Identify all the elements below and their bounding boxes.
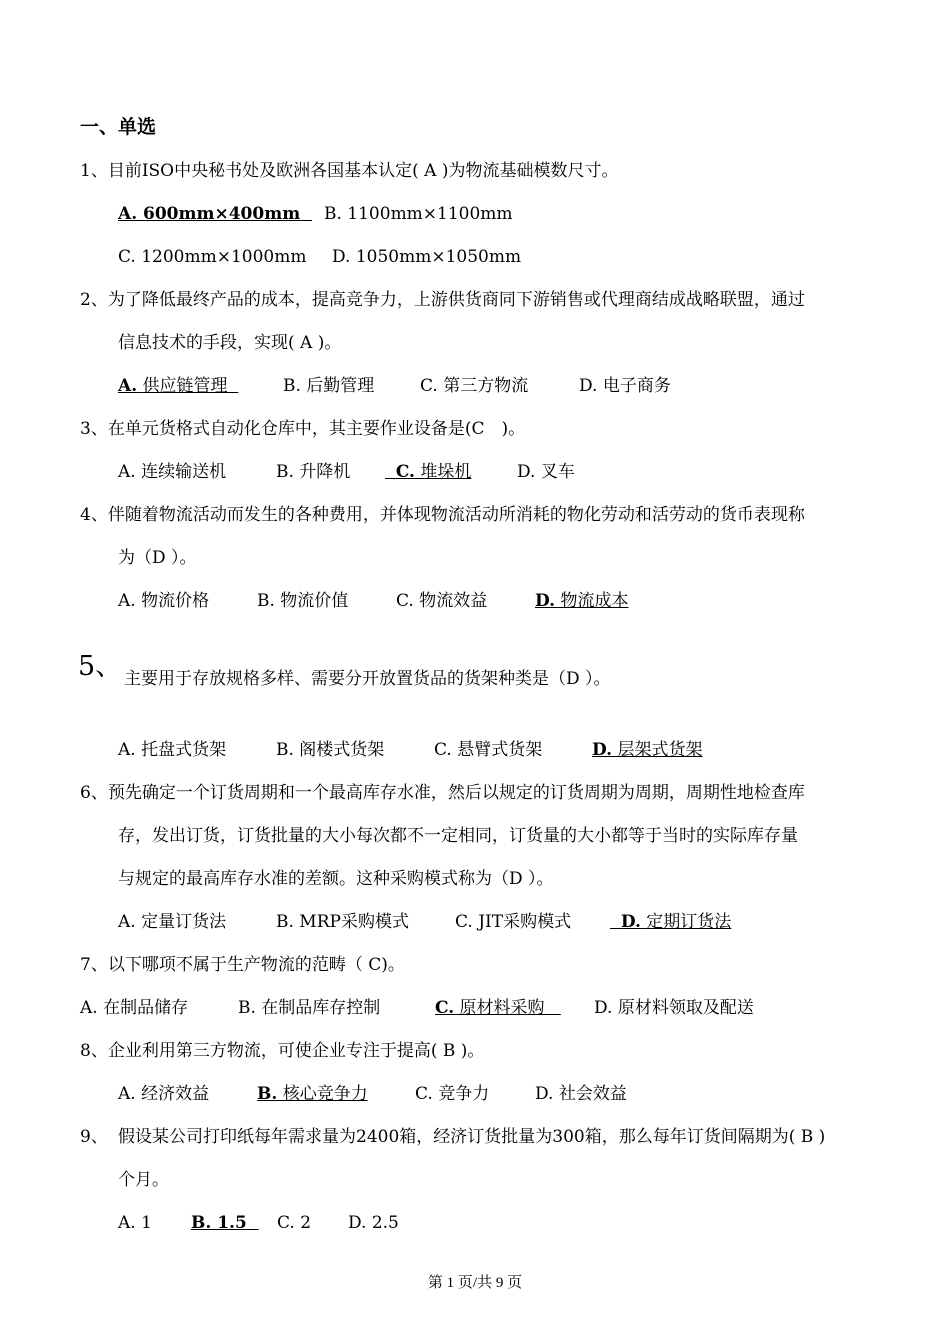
q1-option-b: B. 1100mm×1100mm (324, 204, 513, 224)
question-6-stem-line2: 存，发出订货，订货批量的大小每次都不一定相同，订货量的大小都等于当时的实际库存量 (118, 826, 798, 846)
question-4-stem-line2: 为（D ）。 (118, 548, 197, 568)
question-9-number: 9、 (80, 1127, 108, 1147)
q5-option-a: A. 托盘式货架 (118, 740, 227, 760)
section-title: 一、单选 (80, 116, 157, 138)
q3-option-c-text: 堆垛机 (414, 462, 472, 482)
question-3-stem: 3、在单元货格式自动化仓库中，其主要作业设备是(C )。 (80, 419, 526, 439)
q3-option-a: A. 连续输送机 (118, 462, 227, 482)
q3-option-c-letter: C. (395, 462, 415, 482)
q8-option-b-text: 核心竞争力 (277, 1084, 368, 1104)
q7-option-d: D. 原材料领取及配送 (594, 998, 754, 1018)
q6-option-a: A. 定量订货法 (118, 912, 227, 932)
q7-option-c-text: 原材料采购 (454, 998, 545, 1018)
q3-option-c (385, 461, 471, 483)
question-6-stem-line1: 6、预先确定一个订货周期和一个最高库存水准，然后以规定的订货周期为周期，周期性地检查库 (80, 783, 805, 803)
q5-option-c: C. 悬臂式货架 (434, 740, 543, 760)
q7-option-c (435, 997, 561, 1019)
question-2-stem-line2: 信息技术的手段，实现( A )。 (118, 333, 342, 353)
q9-option-c: C. 2 (277, 1213, 312, 1233)
question-9-stem-line2: 个月。 (118, 1170, 169, 1190)
question-1-stem: 1、目前ISO中央秘书处及欧洲各国基本认定( A )为物流基础模数尺寸。 (80, 161, 619, 181)
q6-option-d-letter: D. (620, 912, 641, 932)
q2-option-a (118, 375, 238, 397)
q9-option-a: A. 1 (118, 1213, 152, 1233)
q1-option-a-text: A. 600mm×400mm (118, 204, 301, 224)
question-5-stem: 主要用于存放规格多样、需要分开放置货品的货架种类是（D ）。 (124, 669, 611, 689)
q4-option-c: C. 物流效益 (396, 591, 488, 611)
question-4-stem-line1: 4、伴随着物流活动而发生的各种费用，并体现物流活动所消耗的物化劳动和活劳动的货币表现称 (80, 505, 805, 525)
q1-option-a (118, 203, 312, 225)
q5-option-d-letter: D. (592, 740, 613, 760)
question-5-number: 5、 (78, 651, 123, 682)
q4-option-a: A. 物流价格 (118, 591, 210, 611)
q9-option-b (191, 1212, 259, 1234)
q6-option-d-text: 定期订货法 (640, 912, 732, 932)
question-9-stem-line1: 假设某公司打印纸每年需求量为2400箱，经济订货批量为300箱，那么每年订货间隔期为( B ) (118, 1127, 826, 1147)
q2-option-a-letter: A. (118, 376, 138, 396)
q7-option-b: B. 在制品库存控制 (238, 998, 381, 1018)
q8-option-b-letter: B. (257, 1084, 278, 1104)
q9-option-d: D. 2.5 (348, 1213, 399, 1233)
q5-option-d (592, 739, 702, 761)
q4-option-d (535, 590, 628, 612)
q2-option-b: B. 后勤管理 (283, 376, 375, 396)
page-footer: 第 1 页/共 9 页 (427, 1275, 523, 1291)
q5-option-b: B. 阁楼式货架 (276, 740, 385, 760)
q2-option-c: C. 第三方物流 (420, 376, 529, 396)
question-6-stem-line3: 与规定的最高库存水准的差额。这种采购模式称为（D ）。 (118, 869, 554, 889)
q1-option-d: D. 1050mm×1050mm (332, 247, 522, 267)
q4-option-b: B. 物流价值 (257, 591, 349, 611)
q8-option-a: A. 经济效益 (118, 1084, 210, 1104)
q4-option-d-letter: D. (535, 591, 556, 611)
q3-option-b: B. 升降机 (276, 462, 351, 482)
q8-option-d: D. 社会效益 (535, 1084, 627, 1104)
q9-option-b-text: B. 1.5 (191, 1213, 247, 1233)
q8-option-b (257, 1083, 368, 1105)
question-8-stem: 8、企业利用第三方物流，可使企业专注于提高( B )。 (80, 1041, 485, 1061)
q6-option-c: C. JIT采购模式 (455, 912, 572, 932)
q2-option-a-text: 供应链管理 (137, 376, 228, 396)
q3-option-d: D. 叉车 (517, 462, 575, 482)
q1-option-c: C. 1200mm×1000mm (118, 247, 307, 267)
q2-option-d: D. 电子商务 (579, 376, 671, 396)
q5-option-d-text: 层架式货架 (612, 740, 703, 760)
q6-option-d (610, 911, 731, 933)
q6-option-b: B. MRP采购模式 (276, 912, 409, 932)
question-2-stem-line1: 2、为了降低最终产品的成本，提高竞争力，上游供货商同下游销售或代理商结成战略联盟，通过 (80, 290, 805, 310)
q4-option-d-text: 物流成本 (555, 591, 629, 611)
q8-option-c: C. 竞争力 (415, 1084, 490, 1104)
q7-option-a: A. 在制品储存 (80, 998, 189, 1018)
question-7-stem: 7、以下哪项不属于生产物流的范畴（ C)。 (80, 955, 405, 975)
q7-option-c-letter: C. (435, 998, 455, 1018)
